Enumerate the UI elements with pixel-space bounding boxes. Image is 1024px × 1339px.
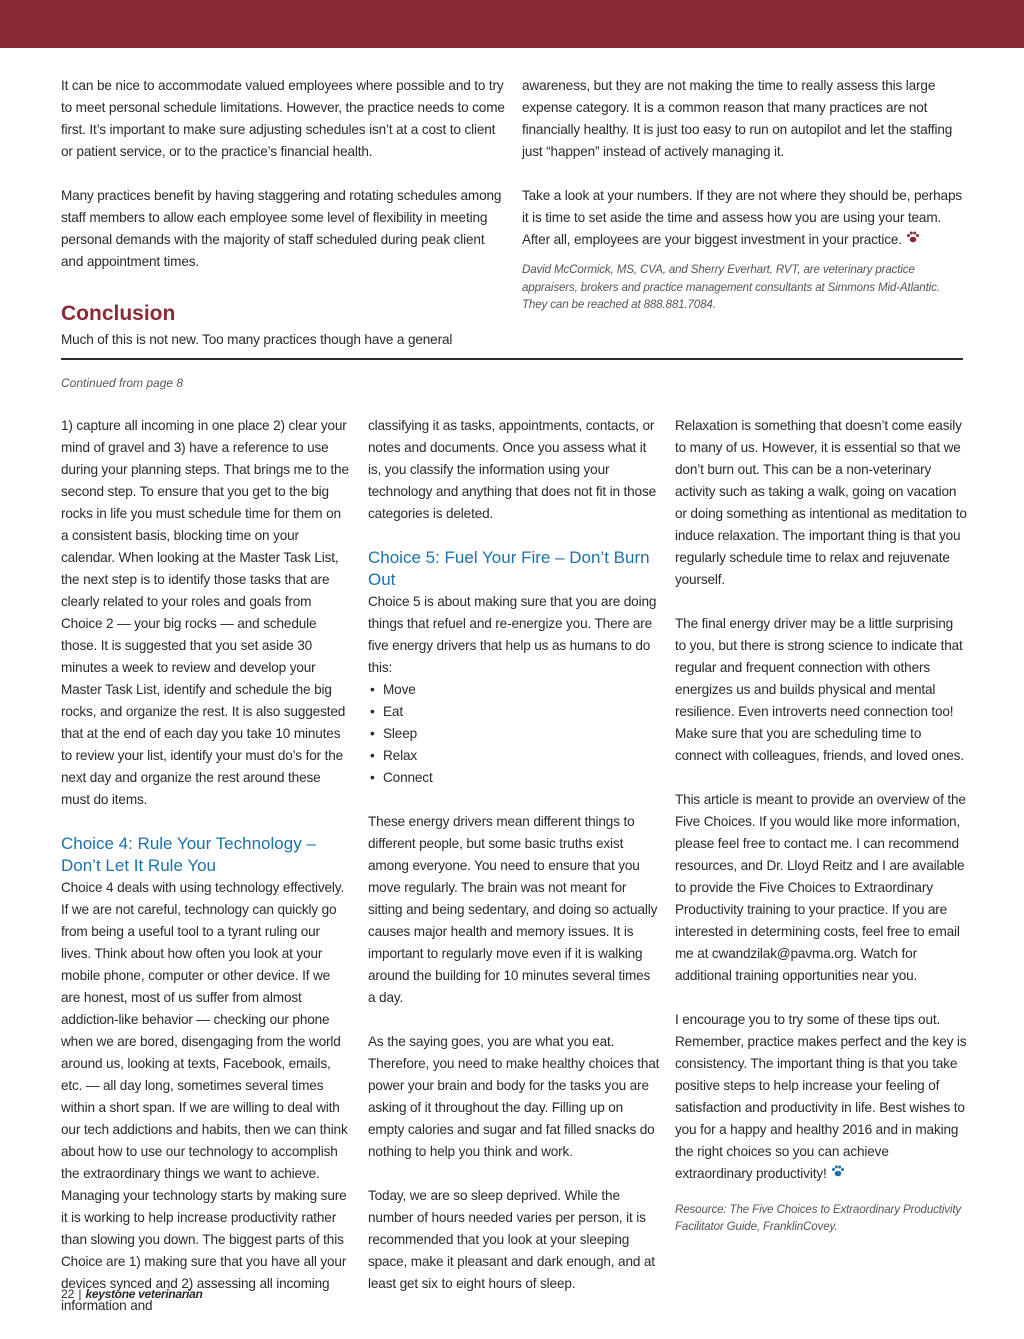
- choice-4-heading: Choice 4: Rule Your Technology – Don’t Let It Rule You: [61, 834, 316, 875]
- paw-print-icon: [831, 1163, 845, 1185]
- paragraph: Relaxation is something that doesn’t come easily to many of us. However, it is essential so that we don’t burn out. This can be a non-veterinary activity such as taking a walk, going on vacation or doing something as intentional as meditation to induce relaxation. The important thing is that you regularly schedule time to relax and rejuvenate yourself.: [675, 418, 967, 587]
- paragraph: Much of this is not new. Too many practices though have a general: [61, 332, 453, 347]
- page-number: 22: [61, 1287, 75, 1301]
- continued-note: Continued from page 8: [61, 376, 184, 390]
- paragraph: Take a look at your numbers. If they are not where they should be, perhaps it is time to set aside the time and assess how you are using your team. After all, employees are your biggest investment in your practice.: [522, 188, 963, 247]
- footer-separator: |: [78, 1287, 82, 1301]
- paragraph: I encourage you to try some of these tips out. Remember, practice makes perfect and the key is consistency. The important thing is that you take positive steps to help increase your feeling of satisfaction and productivity in life. Best wishes to you for a happy and healthy 2016 and in making the right choices so you can achieve extraordinary productivity!: [675, 1012, 967, 1181]
- paragraph: As the saying goes, you are what you eat. Therefore, you need to make healthy choices that power your brain and body for the tasks you are asking of it throughout the day. Filling up on empty calories and sugar and fat filled snacks do nothing to help you think and work.: [368, 1034, 660, 1159]
- paragraph: The final energy driver may be a little surprising to you, but there is strong science to indicate that regular and frequent connection with others energizes us and builds physical and mental resilience. Even introverts need connection too! Make sure that you are scheduling time to connect with colleagues, friends, and loved ones.: [675, 616, 964, 763]
- paragraph: Choice 4 deals with using technology effectively. If we are not careful, technology can quickly go from being a useful tool to a tyrant ruling our lives. Think about how often you look at your mobile phone, computer or other device. If we are honest, most of us suffer from almost addiction-like behavior — checking our phone when we are bored, disengaging from the world around us, looking at texts, Facebook, emails, etc. — all day long, sometimes several times within a short span. If we are willing to deal with our tech addictions and habits, then we can think about how to use our technology to accomplish the extraordinary things we want to achieve. Managing your technology starts by making sure it is working to help increase productivity rather than slowing you down. The biggest parts of this Choice are 1) making sure that you have all your devices synced and 2) assessing all incoming information and: [61, 880, 348, 1313]
- paragraph: Today, we are so sleep deprived. While the number of hours needed varies per person, it is recommended that you look at your sleeping space, make it pleasant and dark enough, and at least get six to eight hours of sleep.: [368, 1188, 655, 1291]
- paragraph: It can be nice to accommodate valued employees where possible and to try to meet personal schedule limitations. However, the practice needs to come first. It’s important to make sure adjusting schedules isn’t at a cost to client or patient service, or to the practice’s financial health.: [61, 78, 505, 159]
- conclusion-heading: Conclusion: [61, 302, 176, 325]
- paragraph-with-paw: [675, 1009, 967, 1185]
- list-item: • Sleep: [368, 723, 660, 745]
- publication-name: keystone veterinarian: [85, 1287, 203, 1301]
- section-divider: [61, 358, 963, 360]
- paw-print-icon: [906, 229, 920, 251]
- article-column-2: [368, 415, 660, 1317]
- list-item: • Relax: [368, 745, 660, 767]
- paragraph: This article is meant to provide an overview of the Five Choices. If you would like more information, please feel free to contact me. I can recommend resources, and Dr. Lloyd Reitz and I are available to provide the Five Choices to Extraordinary Productivity training to your practice. If you are interested in determining costs, feel free to email me at cwandzilak@pavma.org. Watch for additional training opportunities near you.: [675, 792, 966, 983]
- list-item: • Connect: [368, 767, 660, 789]
- resource-citation: Resource: The Five Choices to Extraordinary Productivity Facilitator Guide, FranklinCovey.: [675, 1203, 962, 1234]
- paragraph: These energy drivers mean different things to different people, but some basic truths exist among everyone. You need to ensure that you move regularly. The brain was not meant for sitting and being sedentary, and doing so actually causes major health and memory issues. It is important to regularly move even if it is walking around the building for 10 minutes several times a day.: [368, 814, 658, 1005]
- paragraph: awareness, but they are not making the time to really assess this large expense category. It is a common reason that many practices are not financially healthy. It is just too easy to run on autopilot and let the staffing just “happen” instead of actively managing it.: [522, 78, 953, 159]
- energy-driver-list: [368, 679, 660, 789]
- top-banner: [0, 0, 1024, 48]
- page-footer: [61, 1287, 203, 1301]
- top-right-column: [522, 75, 964, 336]
- author-byline: David McCormick, MS, CVA, and Sherry Everhart, RVT, are veterinary practice appraisers, brokers and practice management consultants at Simmons Mid-Atlantic. They can be reached at 888.881.7084.: [522, 263, 940, 312]
- paragraph: Choice 5 is about making sure that you are doing things that refuel and re-energize you. There are five energy drivers that help us as humans to do this:: [368, 594, 657, 675]
- paragraph-with-paw: [522, 185, 964, 251]
- paragraph: Many practices benefit by having staggering and rotating schedules among staff members to allow each employee some level of flexibility in meeting personal demands with the majority of staff scheduled during peak client and appointment times.: [61, 188, 502, 269]
- choice-5-heading: Choice 5: Fuel Your Fire – Don’t Burn Out: [368, 548, 650, 589]
- list-item: • Move: [368, 679, 660, 701]
- article-column-1: [61, 415, 351, 1339]
- article-column-3: [675, 415, 967, 1257]
- paragraph: 1) capture all incoming in one place 2) clear your mind of gravel and 3) have a reference to use during your planning steps. That brings me to the second step. To ensure that you get to the big rocks in life you must schedule time for them on a consistent basis, blocking time on your calendar. When looking at the Master Task List, the next step is to identify those tasks that are clearly related to your roles and goals from Choice 2 — your big rocks — and schedule those. It is suggested that you set aside 30 minutes a week to review and develop your Master Task List, identify and schedule the big rocks, and organize the rest. It is also suggested that at the end of each day you take 10 minutes to review your list, identify your must do’s for the next day and organize the rest around these must do items.: [61, 418, 349, 807]
- paragraph: classifying it as tasks, appointments, contacts, or notes and documents. Once you assess what it is, you classify the information using your technology and anything that does not fit in those categories is deleted.: [368, 418, 656, 521]
- top-left-column: [61, 75, 505, 351]
- list-item: • Eat: [368, 701, 660, 723]
